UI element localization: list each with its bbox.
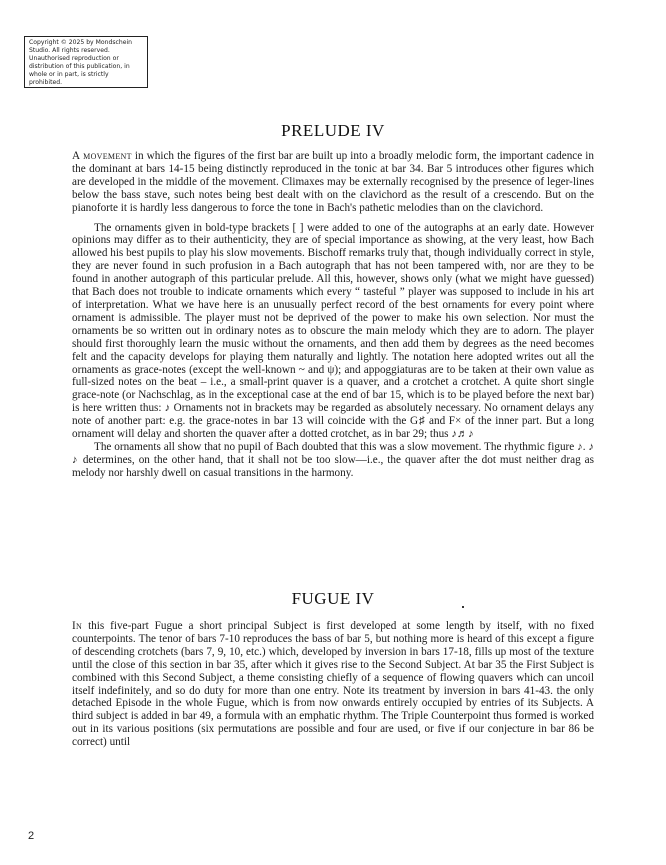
fugue-paragraph-1-text: this five-part Fugue a short principal Subject is first developed at some length by itself, with no fixed counterpoints. The tenor of bars 7-10 reproduces the bass of bar 5, but nothing more is heard of this except a figure of descending crotchets (bars 7, 9, 10, etc.) which, developed by inversion in bars 17-18, fills up most of the texture until the close of this section in bar 35, after which it gives rise to the Second Subject. At bar 35 the First Subject is combined with this Second Subject, a theme consisting chiefly of a sequence of flowing quavers which can uncoil itself indefinitely, and so do duty for more than one entry. Note its treatment by inversion in bars 41-43. the only detached Episode in the whole Fugue, which is from now onwards entirely occupied by entries of its Subjects. A third subject is added in bar 49, a formula with an emphatic rhythm. The Triple Counterpoint thus formed is worked out in its various positions (six permutations are possible and four are used, or five if our conjecture in bar 86 be correct) until (72, 620, 594, 749)
prelude-lead-words: A movement (72, 150, 132, 162)
fugue-paragraph-1 (72, 620, 594, 749)
prelude-paragraph-1-text: in which the figures of the first bar are built up into a broadly melodic form, the important cadence in the dominant at bars 14-15 being distinctly reproduced in the tonic at bar 34. Bar 5 introduces other figures which are developed in the middle of the movement. Climaxes may be externally recognised by the presence of leger-lines below the bass stave, such notes being best dealt with on the clavichord as the result of a crescendo. But on the pianoforte it is hardly less dangerous to force the tone in Bach's pathetic melodies than on the clavichord. (72, 150, 595, 214)
prelude-title: PRELUDE IV (281, 121, 385, 140)
prelude-body (72, 150, 594, 480)
prelude-paragraph-1 (72, 150, 594, 215)
prelude-paragraph-2: The ornaments given in bold-type brackets [ ] were added to one of the autographs at an early date. However opinions may differ as to their authenticity, they are of special importance as showing, at the very least, how Bach allowed his best pupils to play his slow movements. Bischoff remarks truly that, though individually correct in style, they are never found in such profusion in a Bach autograph that has not been tampered with, nor are they to be found in another autograph of this particular prelude. All this, however, shows only (what we might have guessed) that Bach does not trouble to indicate ornaments which every “ tasteful ” player was supposed to include in his art of interpretation. What we have here is an unusually perfect record of the best ornaments for every point where ornament is admissible. The player must not be deprived of the power to make his own selection. Nor must the ornaments be so written out in ordinary notes as to obscure the main melody which they are to adorn. The player should first thoroughly learn the music without the ornaments, and then add them by degrees as the need becomes felt and the capacity develops for playing them naturally and lightly. The notation here adopted writes out all the ornaments as grace-notes (except the well-known ~ and ψ); and appoggiaturas are to be taken at their own value as full-sized notes on the beat – i.e., a small-print quaver is a quaver, and a crotchet a crotchet. A quite short single grace-note (or Nachschlag, as in the exceptional case at the end of bar 15, which is to be played before the next bar) is here written thus: ♪ Ornaments not in brackets may be regarded as absolutely necessary. No ornament delays any note of another part: e.g. the grace-notes in bar 13 will coincide with the G♯ and F× of the inner part. But a long ornament will delay and shorten the quaver after a dotted crotchet, as in bar 29; thus ♪♬♪ (72, 221, 594, 441)
fugue-body (72, 620, 594, 749)
page-number: 2 (28, 830, 35, 842)
copyright-notice (24, 36, 148, 88)
fugue-lead-word: In (72, 620, 83, 632)
prelude-paragraph-3: The ornaments all show that no pupil of Bach doubted that this was a slow movement. The rhythmic figure ♪. ♪ ♪ determines, on the other hand, that it shall not be too slow—i.e., the quaver after the dot must neither drag as melody nor harshly dwell on casual transitions in the harmony. (72, 440, 594, 479)
fugue-title: FUGUE IV (291, 589, 375, 608)
copyright-text: Copyright © 2025 by Mondschein Studio. All rights reserved. Unauthorised reproduction or distribution of this publication, in whole or in part, is strictly prohibited. (29, 39, 133, 87)
